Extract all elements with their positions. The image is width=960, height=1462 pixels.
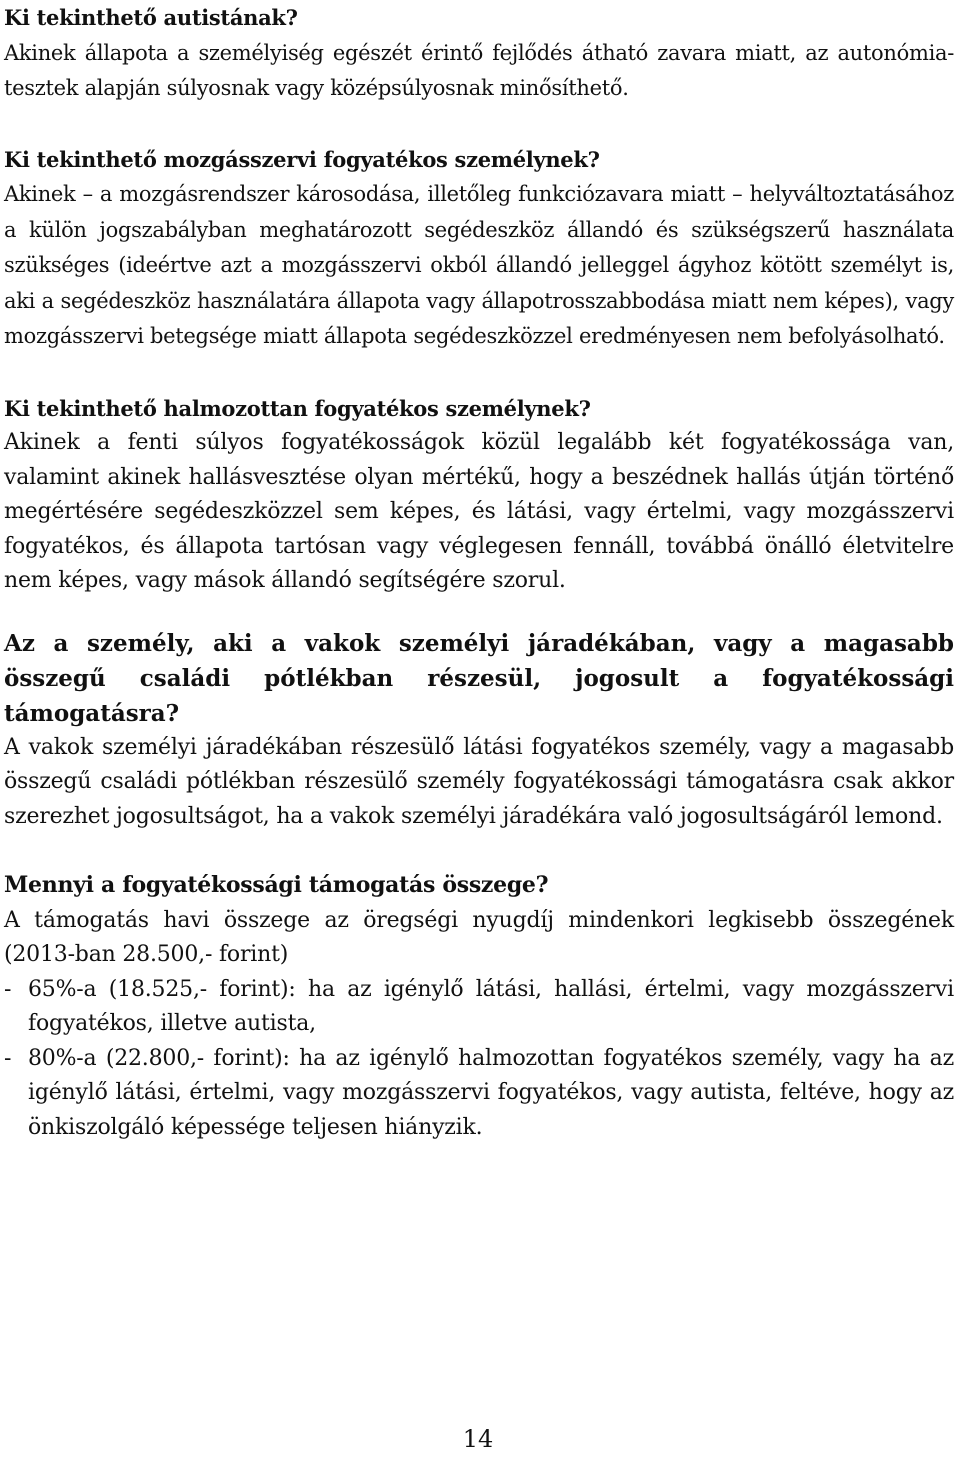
heading-autism: Ki tekinthető autistának? (4, 5, 298, 30)
list-dash: - (4, 1045, 12, 1071)
list-item-text: 65%-a (18.525,- forint): ha az igénylő látási, hallási, értelmi, vagy mozgásszervi fogyatékos, illetve autista, (28, 976, 954, 1036)
list-item-text: 80%-a (22.800,- forint): ha az igénylő halmozottan fogyatékos személy, vagy ha az igénylő látási, értelmi, vagy mozgásszervi fogyatékos, vagy autista, feltéve, hogy az önkiszolgáló képessége teljesen hiányzik. (28, 1045, 954, 1140)
heading-multiple: Ki tekinthető halmozottan fogyatékos személynek? (4, 395, 591, 421)
paragraph-multiple: Akinek a fenti súlyos fogyatékosságok közül legalább két fogyatékossága van, valamint akinek hallásvesztése olyan mértékű, hogy a beszédnek hallás útján történő megértésére segédeszközzel sem képes, és látási, vagy értelmi, vagy mozgásszervi fogyatékos, és állapota tartósan vagy véglegesen fennáll, továbbá önálló életvitelre nem képes, vagy mások állandó segítségére szorul. (4, 430, 954, 593)
page-number: 14 (462, 1425, 494, 1453)
spacer (4, 834, 954, 868)
section-eligibility (4, 626, 954, 835)
section-mobility (4, 142, 954, 355)
document-page (4, 0, 954, 1145)
section-autism (4, 0, 954, 107)
list-dash: - (4, 976, 12, 1002)
spacer (4, 107, 954, 142)
heading-eligibility: Az a személy, aki a vakok személyi járadékában, vagy a magasabb összegű családi pótlékban részesül, jogosult a fogyatékossági támogatásra? (4, 629, 954, 727)
spacer (4, 355, 954, 391)
paragraph-eligibility: A vakok személyi járadékában részesülő látási fogyatékos személy, vagy a magasabb összegű családi pótlékban részesülő személy fogyatékossági támogatásra csak akkor szerezhet jogosultságot, ha a vakok személyi járadékára való jogosultságáról lemond. (4, 734, 954, 829)
list-item (4, 1042, 954, 1146)
paragraph-mobility: Akinek – a mozgásrendszer károsodása, illetőleg funkciózavara miatt – helyváltoztatásához a külön jogszabályban meghatározott segédeszköz állandó és szükségszerű használata szükséges (ideértve azt a mozgásszervi okból állandó jelleggel ágyhoz kötött személyt is, aki a segédeszköz használatára állapota vagy állapotrosszabbodása miatt nem képes), vagy mozgásszervi betegsége miatt állapota segédeszközzel eredményesen nem befolyásolható. (4, 182, 954, 348)
section-multiple (4, 391, 954, 599)
heading-mobility: Ki tekinthető mozgásszervi fogyatékos személynek? (4, 146, 600, 172)
heading-amount: Mennyi a fogyatékossági támogatás összege? (4, 872, 549, 898)
amount-list (4, 973, 954, 1146)
paragraph-autism: Akinek állapota a személyiség egészét érintő fejlődés átható zavara miatt, az autonómia-tesztek alapján súlyosnak vagy középsúlyosnak minősíthető. (4, 40, 954, 100)
spacer (4, 599, 954, 626)
list-item (4, 973, 954, 1042)
section-amount (4, 868, 954, 1145)
paragraph-amount: A támogatás havi összege az öregségi nyugdíj mindenkori legkisebb összegének (2013-ban 28.500,- forint) (4, 907, 954, 967)
